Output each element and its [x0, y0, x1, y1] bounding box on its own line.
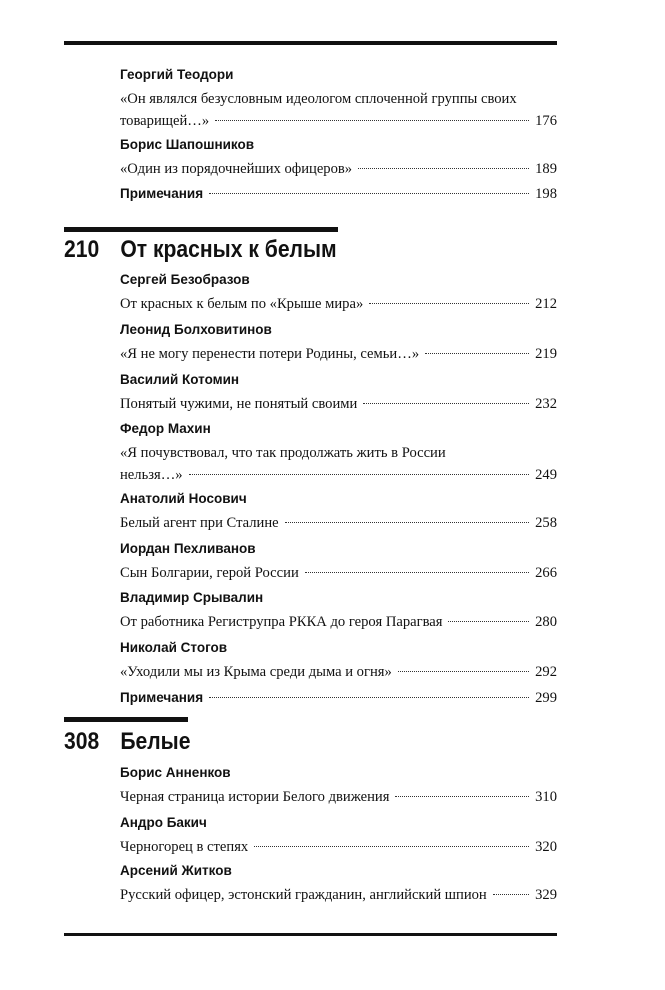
page-number: 212 [535, 296, 557, 312]
section-title: Белые [120, 728, 191, 755]
entry-title-line: нельзя…» [120, 467, 183, 483]
dot-leader [363, 403, 529, 404]
dot-leader [254, 846, 529, 847]
entry-title-last-line [120, 611, 557, 633]
notes-label: Примечания [120, 690, 204, 705]
entry-title-last-line [120, 393, 557, 415]
entry-author: Анатолий Носович [120, 491, 247, 506]
page-number: 232 [535, 396, 557, 412]
section-heading[interactable] [64, 728, 190, 756]
entry-title-last-line [120, 661, 557, 683]
entry-title-line: От красных к белым по «Крыше мира» [120, 296, 364, 312]
page-number: 258 [535, 515, 557, 531]
notes-entry[interactable] [120, 687, 557, 709]
entry-title-line: Черная страница истории Белого движения [120, 789, 390, 805]
page-number: 299 [535, 690, 557, 706]
page-number: 292 [535, 664, 557, 680]
section-number: 308 [64, 728, 100, 755]
dot-leader [358, 168, 529, 169]
entry-title-line: «Уходили мы из Крыма среди дыма и огня» [120, 664, 392, 680]
entry-author: Арсений Житков [120, 863, 232, 878]
toc-entry[interactable] [120, 764, 557, 808]
entry-title-last-line [120, 343, 557, 365]
entry-title-last-line [120, 562, 557, 584]
entry-author: Владимир Срывалин [120, 590, 264, 605]
section-number: 210 [64, 236, 100, 263]
entry-author: Леонид Болховитинов [120, 322, 272, 337]
entry-title-line: Понятый чужими, не понятый своими [120, 396, 358, 412]
dot-leader [209, 193, 529, 194]
entry-title-line: Черногорец в степях [120, 839, 249, 855]
entry-title-line: «Один из порядочнейших офицеров» [120, 161, 353, 177]
dot-leader [189, 474, 529, 475]
bottom-rule [64, 933, 557, 936]
entry-author: Андро Бакич [120, 815, 207, 830]
section-title: От красных к белым [120, 236, 337, 263]
notes-label: Примечания [120, 186, 204, 201]
dot-leader [398, 671, 529, 672]
page-number: 189 [535, 161, 557, 177]
entry-title-last-line [120, 786, 557, 808]
toc-entry[interactable] [120, 420, 557, 486]
page-number: 310 [535, 789, 557, 805]
page-number: 329 [535, 887, 557, 903]
toc-entry[interactable] [120, 540, 557, 584]
dot-leader [395, 796, 529, 797]
page-number: 249 [535, 467, 557, 483]
entry-author: Иордан Пехливанов [120, 541, 256, 556]
entry-author: Борис Шапошников [120, 137, 255, 152]
entry-title-line: товарищей…» [120, 113, 210, 129]
page-number: 280 [535, 614, 557, 630]
entry-title-line: От работника Региструпра РККА до героя Парагвая [120, 614, 443, 630]
entry-title-line: Русский офицер, эстонский гражданин, английский шпион [120, 887, 487, 903]
page-number: 176 [535, 113, 557, 129]
entry-title-line: Сын Болгарии, герой России [120, 565, 299, 581]
dot-leader [215, 120, 529, 121]
toc-entry[interactable] [120, 639, 557, 683]
toc-entry[interactable] [120, 490, 557, 534]
entry-title-last-line [120, 110, 557, 132]
toc-entry[interactable] [120, 66, 557, 132]
toc-entry[interactable] [120, 371, 557, 415]
toc-entry[interactable] [120, 271, 557, 315]
entry-author: Федор Махин [120, 421, 211, 436]
entry-title-line: «Я не могу перенести потери Родины, семьи…» [120, 346, 420, 362]
entry-title-line: Белый агент при Сталине [120, 515, 279, 531]
toc-entry[interactable] [120, 321, 557, 365]
dot-leader [369, 303, 529, 304]
page-number: 320 [535, 839, 557, 855]
entry-title-line: «Он являлся безусловным идеологом сплоченной группы своих [120, 91, 517, 107]
dot-leader [493, 894, 529, 895]
entry-title-last-line [120, 464, 557, 486]
dot-leader [285, 522, 529, 523]
top-rule [64, 41, 557, 45]
dot-leader [305, 572, 529, 573]
dot-leader [448, 621, 529, 622]
toc-entry[interactable] [120, 814, 557, 858]
entry-title-last-line [120, 512, 557, 534]
entry-title-last-line [120, 293, 557, 315]
entry-author: Сергей Безобразов [120, 272, 250, 287]
entry-author: Николай Стогов [120, 640, 228, 655]
toc-entry[interactable] [120, 589, 557, 633]
entry-author: Василий Котомин [120, 372, 240, 387]
section-heading[interactable] [64, 236, 337, 264]
entry-title-last-line [120, 836, 557, 858]
entry-author: Георгий Теодори [120, 67, 234, 82]
notes-entry[interactable] [120, 183, 557, 205]
entry-title-line: «Я почувствовал, что так продолжать жить в России [120, 445, 446, 461]
section-rule [64, 717, 188, 722]
entry-title-last-line [120, 158, 557, 180]
section-rule [64, 227, 338, 232]
dot-leader [209, 697, 529, 698]
page-number: 266 [535, 565, 557, 581]
entry-title-last-line [120, 884, 557, 906]
page-number: 219 [535, 346, 557, 362]
entry-author: Борис Анненков [120, 765, 231, 780]
page-number: 198 [535, 186, 557, 202]
toc-entry[interactable] [120, 136, 557, 180]
dot-leader [425, 353, 529, 354]
toc-entry[interactable] [120, 862, 557, 906]
